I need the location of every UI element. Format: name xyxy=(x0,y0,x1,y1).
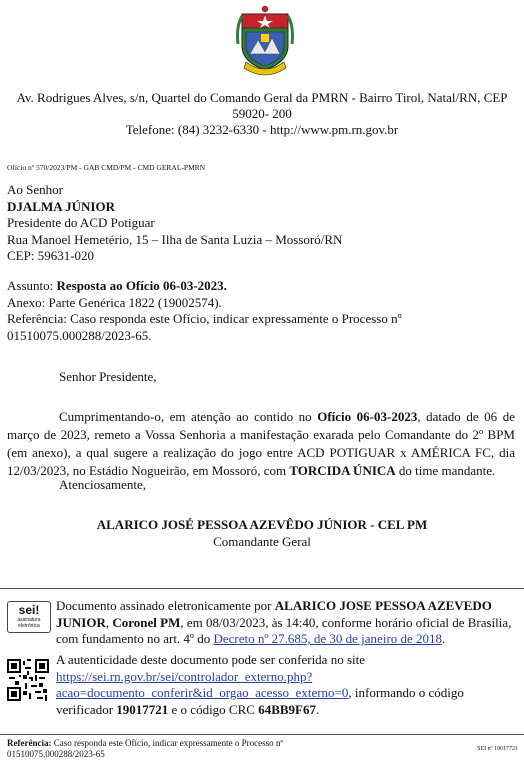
qr-code xyxy=(7,659,49,701)
body-text-2: , datado de 06 de março de 2023, remeto a Vossa Senhoria a manifestação exarada pelo Comandante do 2º BPM (em anexo), a qual sugere a realização do jogo entre ACD POTIGUAR x AMÉRICA FC, dia 12/03/2023, no Estádio Nogueirão, em Mossoró, com xyxy=(7,409,516,478)
signer-name: ALARICO JOSÉ PESSOA AZEVÊDO JÚNIOR - CEL PM xyxy=(96,517,428,532)
sei-logo-sub-1: assinatura xyxy=(17,617,41,623)
signature-text-1: Documento assinado eletronicamente por xyxy=(56,598,275,613)
reference-line-1: Referência: Caso responda este Ofício, indicar expressamente o Processo nº xyxy=(7,311,402,326)
footer-sei-number: SEI nº 19017721 xyxy=(477,746,518,752)
authenticity-link-1[interactable]: https://sei.rn.gov.br/sei/controlador_externo.php? xyxy=(56,668,313,684)
crc-code: 64BB9F67 xyxy=(258,701,316,717)
authenticity-link-2[interactable]: acao=documento_conferir&id_orgao_acesso_externo=0 xyxy=(56,685,349,700)
state-coat-of-arms-logo xyxy=(236,4,294,80)
authenticity-line-3 xyxy=(56,685,516,702)
recipient-address: Rua Manoel Hemetério, 15 – Ilha de Santa Luzia – Mossoró/RN xyxy=(7,231,343,247)
subject-line xyxy=(7,278,507,295)
footer-reference-text: Caso responda este Ofício, indicar expressamente o Processo nº xyxy=(51,738,284,748)
document-reference: Ofício nº 570/2023/PM - GAB CMD/PM - CMD GERAL-PMRN xyxy=(7,163,206,172)
sei-logo-sub-2: eletrônica xyxy=(18,623,40,629)
signature-text-2: , xyxy=(105,614,113,630)
header-phone-line: Telefone: (84) 3232-6330 - http://www.pm.rn.gov.br xyxy=(125,122,399,137)
signature-text xyxy=(56,598,516,648)
authenticity-end: . xyxy=(316,701,320,717)
subject-label: Assunto: xyxy=(7,278,57,293)
reference-line-2: 01510075.000288/2023-65. xyxy=(7,327,152,343)
subject-value: Resposta ao Ofício 06-03-2023. xyxy=(56,278,227,293)
closing: Atenciosamente, xyxy=(59,477,146,492)
footer-process-number: 01510075.000288/2023-65 xyxy=(7,749,105,759)
signature-signer: ALARICO JOSE PESSOA AZEVEDO JUNIOR xyxy=(56,598,492,630)
header-address-line-1: Av. Rodrigues Alves, s/n, Quartel do Comando Geral da PMRN - Bairro Tirol, Natal/RN, CEP xyxy=(16,90,508,105)
body-paragraph xyxy=(7,408,515,480)
verificador-code: 19017721 xyxy=(116,701,169,717)
signer-role: Comandante Geral xyxy=(213,534,311,549)
verificador-label: verificador xyxy=(56,701,117,717)
recipient-name: DJALMA JÚNIOR xyxy=(7,198,115,214)
sei-logo-text: sei! xyxy=(18,603,40,617)
authenticity-block xyxy=(56,652,516,718)
authenticity-text-after-link: , informando o código xyxy=(348,685,464,700)
divider xyxy=(0,588,524,589)
footer-divider xyxy=(0,734,524,735)
recipient-title: Presidente do ACD Potiguar xyxy=(7,215,155,230)
recipient-salutation: Ao Senhor xyxy=(7,182,63,197)
body-text-1: Cumprimentando-o, em atenção ao contido no xyxy=(59,409,318,424)
subject-block xyxy=(7,278,507,344)
footer-reference xyxy=(7,738,283,760)
authenticity-line-4 xyxy=(56,702,516,719)
recipient-block xyxy=(7,182,507,265)
decree-link[interactable]: Decreto nº 27.685, de 30 de janeiro de 2018 xyxy=(213,631,443,646)
crc-label: e o código CRC xyxy=(168,701,259,717)
signature-role: Coronel PM xyxy=(112,614,181,630)
body-text-3: do time mandante. xyxy=(395,463,496,478)
signature-text-4: . xyxy=(442,631,446,646)
sei-signature-logo xyxy=(7,601,51,633)
signature-text-3: , em 08/03/2023, às 14:40, conforme horário oficial de Brasília, com fundamento no art. 4º do xyxy=(56,614,512,646)
greeting: Senhor Presidente, xyxy=(59,369,157,384)
authenticity-line-1: A autenticidade deste documento pode ser conferida no site xyxy=(56,652,366,667)
attachment-line: Anexo: Parte Genérica 1822 (19002574). xyxy=(7,294,222,310)
body-torcida-unica: TORCIDA ÚNICA xyxy=(289,463,396,478)
recipient-cep: CEP: 59631-020 xyxy=(7,248,95,263)
header-address-line-2: 59020- 200 xyxy=(232,106,292,121)
footer-reference-label: Referência: xyxy=(7,738,52,748)
body-oficio-ref: Ofício 06-03-2023 xyxy=(317,409,418,424)
